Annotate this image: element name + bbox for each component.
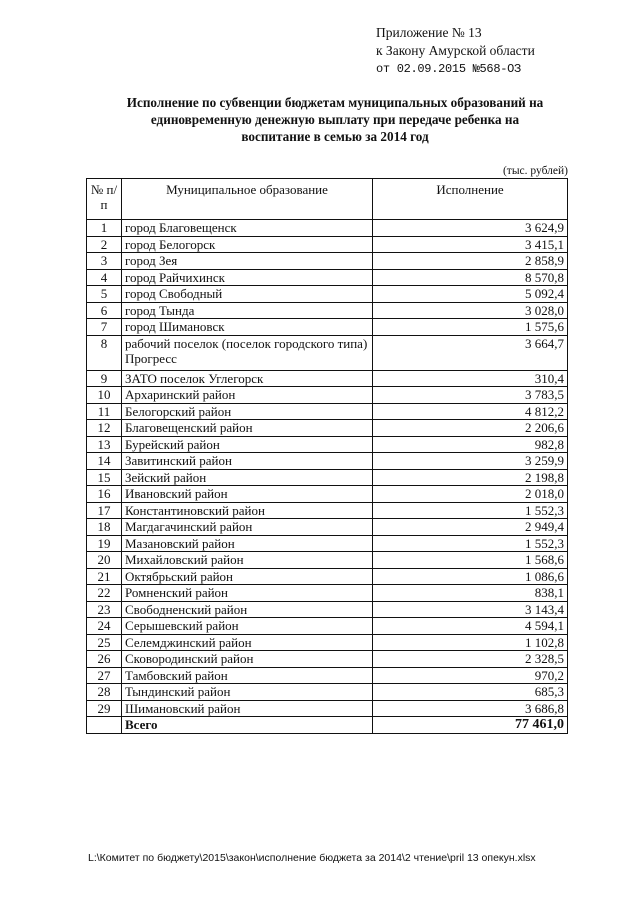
execution-value: 2 328,5 xyxy=(373,651,568,668)
execution-value: 1 568,6 xyxy=(373,552,568,569)
municipality-name: Шимановский район xyxy=(122,700,373,717)
table-row xyxy=(87,502,568,519)
table-header-row xyxy=(87,179,568,220)
table-row xyxy=(87,236,568,253)
execution-value: 838,1 xyxy=(373,585,568,602)
municipality-name: рабочий поселок (поселок городского типа) Прогресс xyxy=(122,335,373,370)
total-label: Всего xyxy=(122,717,373,734)
municipality-name: город Белогорск xyxy=(122,236,373,253)
municipality-name: Октябрьский район xyxy=(122,568,373,585)
table-row xyxy=(87,302,568,319)
execution-value: 3 664,7 xyxy=(373,335,568,370)
row-number: 7 xyxy=(87,319,122,336)
execution-value: 685,3 xyxy=(373,684,568,701)
municipality-name: Селемджинский район xyxy=(122,634,373,651)
table-row xyxy=(87,453,568,470)
table-row xyxy=(87,684,568,701)
row-number: 4 xyxy=(87,269,122,286)
execution-value: 2 198,8 xyxy=(373,469,568,486)
execution-value: 3 028,0 xyxy=(373,302,568,319)
municipality-name: Тамбовский район xyxy=(122,667,373,684)
municipality-name: город Тында xyxy=(122,302,373,319)
row-number: 16 xyxy=(87,486,122,503)
execution-value: 3 783,5 xyxy=(373,387,568,404)
execution-value: 3 686,8 xyxy=(373,700,568,717)
municipality-name: город Райчихинск xyxy=(122,269,373,286)
title-line-1: Исполнение по субвенции бюджетам муниципальных образований на xyxy=(126,95,544,110)
municipality-name: Тындинский район xyxy=(122,684,373,701)
execution-value: 1 102,8 xyxy=(373,634,568,651)
row-number: 27 xyxy=(87,667,122,684)
row-number: 20 xyxy=(87,552,122,569)
total-row xyxy=(87,717,568,734)
table-row xyxy=(87,220,568,237)
table-row xyxy=(87,335,568,370)
execution-value: 3 259,9 xyxy=(373,453,568,470)
row-number: 23 xyxy=(87,601,122,618)
municipality-name: Зейский район xyxy=(122,469,373,486)
execution-value: 4 812,2 xyxy=(373,403,568,420)
execution-value: 1 086,6 xyxy=(373,568,568,585)
row-number: 21 xyxy=(87,568,122,585)
municipality-name: Михайловский район xyxy=(122,552,373,569)
execution-value: 5 092,4 xyxy=(373,286,568,303)
table-row xyxy=(87,535,568,552)
table-row xyxy=(87,387,568,404)
municipality-name: Свободненский район xyxy=(122,601,373,618)
table-row xyxy=(87,651,568,668)
row-number: 19 xyxy=(87,535,122,552)
row-number: 29 xyxy=(87,700,122,717)
row-number: 11 xyxy=(87,403,122,420)
appendix-header xyxy=(376,24,535,78)
document-title xyxy=(60,94,610,145)
table-row xyxy=(87,403,568,420)
table-row xyxy=(87,286,568,303)
total-value: 77 461,0 xyxy=(373,717,568,734)
execution-value: 3 415,1 xyxy=(373,236,568,253)
execution-value: 310,4 xyxy=(373,370,568,387)
table-row xyxy=(87,585,568,602)
execution-value: 8 570,8 xyxy=(373,269,568,286)
row-number: 28 xyxy=(87,684,122,701)
table-row xyxy=(87,667,568,684)
execution-value: 1 552,3 xyxy=(373,502,568,519)
law-date-number: от 02.09.2015 №568-ОЗ xyxy=(376,62,521,76)
title-line-3: воспитание в семью за 2014 год xyxy=(241,129,429,144)
table-row xyxy=(87,700,568,717)
execution-value: 982,8 xyxy=(373,436,568,453)
table-row xyxy=(87,469,568,486)
execution-value: 2 018,0 xyxy=(373,486,568,503)
table-row xyxy=(87,519,568,536)
row-number: 5 xyxy=(87,286,122,303)
municipality-name: Сковородинский район xyxy=(122,651,373,668)
row-number: 25 xyxy=(87,634,122,651)
execution-value: 2 949,4 xyxy=(373,519,568,536)
row-number: 2 xyxy=(87,236,122,253)
table-row xyxy=(87,370,568,387)
units-label: (тыс. рублей) xyxy=(502,165,568,177)
municipality-name: Магдагачинский район xyxy=(122,519,373,536)
row-number: 14 xyxy=(87,453,122,470)
row-number: 3 xyxy=(87,253,122,270)
title-line-2: единовременную денежную выплату при передаче ребенка на xyxy=(150,112,520,127)
total-empty-cell xyxy=(87,717,122,734)
table-row xyxy=(87,436,568,453)
file-path-footer: L:\Комитет по бюджету\2015\закон\исполнение бюджета за 2014\2 чтение\pril 13 опекун.xlsx xyxy=(88,852,536,864)
row-number: 17 xyxy=(87,502,122,519)
execution-value: 3 624,9 xyxy=(373,220,568,237)
column-header-execution: Исполнение xyxy=(373,179,568,220)
municipality-name: Константиновский район xyxy=(122,502,373,519)
row-number: 26 xyxy=(87,651,122,668)
table-body xyxy=(87,220,568,734)
municipality-name: Серышевский район xyxy=(122,618,373,635)
table-row xyxy=(87,269,568,286)
table-row xyxy=(87,486,568,503)
table-row xyxy=(87,552,568,569)
table-row xyxy=(87,319,568,336)
row-number: 1 xyxy=(87,220,122,237)
municipality-name: Белогорский район xyxy=(122,403,373,420)
municipality-name: город Зея xyxy=(122,253,373,270)
execution-value: 2 858,9 xyxy=(373,253,568,270)
table-row xyxy=(87,601,568,618)
execution-value: 970,2 xyxy=(373,667,568,684)
municipality-name: город Свободный xyxy=(122,286,373,303)
municipality-name: город Благовещенск xyxy=(122,220,373,237)
table-row xyxy=(87,420,568,437)
row-number: 6 xyxy=(87,302,122,319)
municipality-name: Мазановский район xyxy=(122,535,373,552)
row-number: 24 xyxy=(87,618,122,635)
row-number: 10 xyxy=(87,387,122,404)
execution-value: 1 575,6 xyxy=(373,319,568,336)
law-reference: к Закону Амурской области xyxy=(376,43,535,58)
table-row xyxy=(87,253,568,270)
column-header-number: № п/п xyxy=(87,179,122,220)
table-row xyxy=(87,634,568,651)
municipality-name: Благовещенский район xyxy=(122,420,373,437)
execution-value: 2 206,6 xyxy=(373,420,568,437)
table-row xyxy=(87,568,568,585)
row-number: 15 xyxy=(87,469,122,486)
municipality-name: Бурейский район xyxy=(122,436,373,453)
municipality-name: Архаринский район xyxy=(122,387,373,404)
execution-value: 1 552,3 xyxy=(373,535,568,552)
municipality-name: Завитинский район xyxy=(122,453,373,470)
row-number: 18 xyxy=(87,519,122,536)
column-header-municipality: Муниципальное образование xyxy=(122,179,373,220)
row-number: 9 xyxy=(87,370,122,387)
municipality-name: город Шимановск xyxy=(122,319,373,336)
row-number: 13 xyxy=(87,436,122,453)
row-number: 8 xyxy=(87,335,122,370)
execution-value: 4 594,1 xyxy=(373,618,568,635)
appendix-number: Приложение № 13 xyxy=(376,25,482,40)
row-number: 22 xyxy=(87,585,122,602)
municipality-name: Ромненский район xyxy=(122,585,373,602)
municipality-name: Ивановский район xyxy=(122,486,373,503)
execution-table xyxy=(86,178,568,734)
execution-value: 3 143,4 xyxy=(373,601,568,618)
table-row xyxy=(87,618,568,635)
row-number: 12 xyxy=(87,420,122,437)
municipality-name: ЗАТО поселок Углегорск xyxy=(122,370,373,387)
